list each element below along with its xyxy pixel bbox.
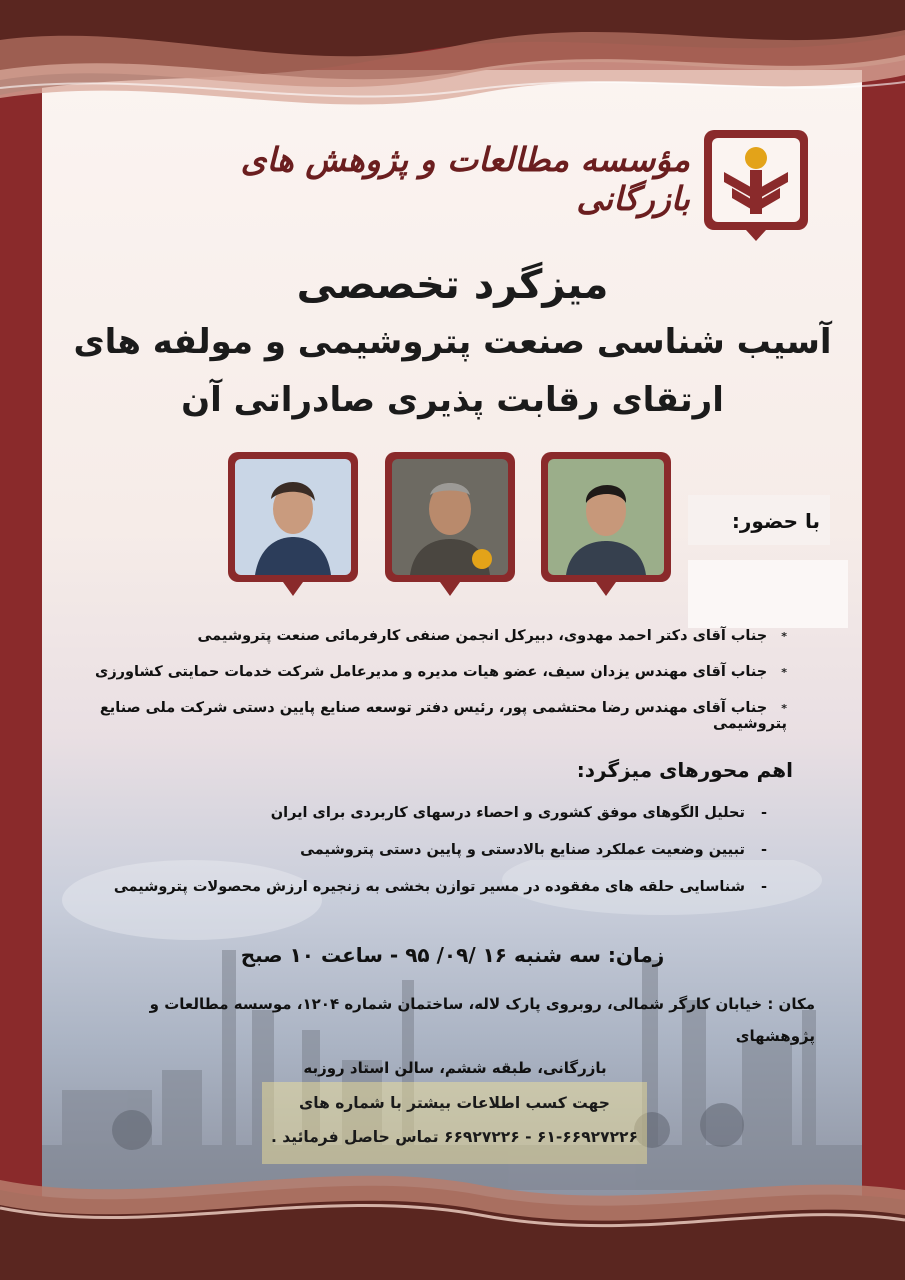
- guest-text: جناب آقای دکتر احمد مهدوی، دبیرکل انجمن صنفی کارفرمائی صنعت پتروشیمی: [197, 628, 768, 644]
- bullet-icon: *: [781, 666, 787, 679]
- event-place: [95, 988, 815, 1084]
- presence-spacer-box: [688, 560, 848, 628]
- topic-list: [67, 805, 767, 916]
- topic-text: تبیین وضعیت عملکرد صنایع بالادستی و پایین دستی پتروشیمی: [300, 842, 745, 858]
- event-title: میزگرد تخصصی: [296, 262, 609, 308]
- top-ribbon: [0, 0, 905, 125]
- presence-label: با حضور:: [731, 509, 820, 533]
- guest-item: [87, 664, 787, 700]
- institute-logo: [702, 128, 810, 243]
- contact-line2: ۶۱-۶۶۹۲۷۲۲۶ - ۶۶۹۲۷۲۲۶ تماس حاصل فرمائید .: [271, 1128, 638, 1146]
- dash-icon: -: [760, 805, 767, 821]
- guest-item: [87, 700, 787, 736]
- event-subtitle-line2: ارتقای رقابت پذیری صادراتی آن: [181, 380, 724, 420]
- topics-title: اهم محورهای میزگرد:: [576, 758, 793, 782]
- speaker-photo-2: [385, 452, 515, 582]
- speaker-portrait-2: [392, 459, 508, 575]
- bullet-icon: *: [781, 702, 787, 715]
- guest-text: جناب آقای مهندس رضا محتشمی پور، رئیس دفتر توسعه صنایع پایین دستی شرکت ملی صنایع پتروشیمی: [99, 700, 787, 732]
- guest-text: جناب آقای مهندس یزدان سیف، عضو هیات مدیره و مدیرعامل شرکت خدمات حمایتی کشاورزی: [95, 664, 768, 680]
- topic-item: [67, 842, 767, 879]
- topic-item: [67, 879, 767, 916]
- place-line2: بازرگانی، طبقه ششم، سالن استاد روزبه: [303, 1059, 607, 1077]
- speaker-portrait-1: [235, 459, 351, 575]
- speaker-photo-1: [228, 452, 358, 582]
- place-line1: مکان : خیابان کارگر شمالی، روبروی پارک لاله، ساختمان شماره ۱۲۰۴، موسسه مطالعات و پژوهشهای: [149, 995, 815, 1045]
- guest-item: [87, 628, 787, 664]
- event-time: زمان: سه شنبه ۱۶ /۰۹/ ۹۵ - ساعت ۱۰ صبح: [240, 943, 665, 967]
- guest-list: [87, 628, 787, 736]
- bullet-icon: *: [781, 630, 787, 643]
- speaker-portrait-3: [548, 459, 664, 575]
- bottom-ribbon: [0, 1160, 905, 1280]
- contact-line1: جهت کسب اطلاعات بیشتر با شماره های: [299, 1094, 610, 1112]
- topic-text: تحلیل الگوهای موفق کشوری و احصاء درسهای کاربردی برای ایران: [270, 805, 745, 821]
- speaker-photo-3: [541, 452, 671, 582]
- dash-icon: -: [760, 842, 767, 858]
- topic-text: شناسایی حلقه های مفقوده در مسیر توازن بخشی به زنجیره ارزش محصولات پتروشیمی: [113, 879, 745, 895]
- institute-name: مؤسسه مطالعات و پژوهش های بازرگانی: [240, 140, 690, 218]
- topic-item: [67, 805, 767, 842]
- dash-icon: -: [760, 879, 767, 895]
- event-subtitle-line1: آسیب شناسی صنعت پتروشیمی و مولفه های: [73, 322, 832, 362]
